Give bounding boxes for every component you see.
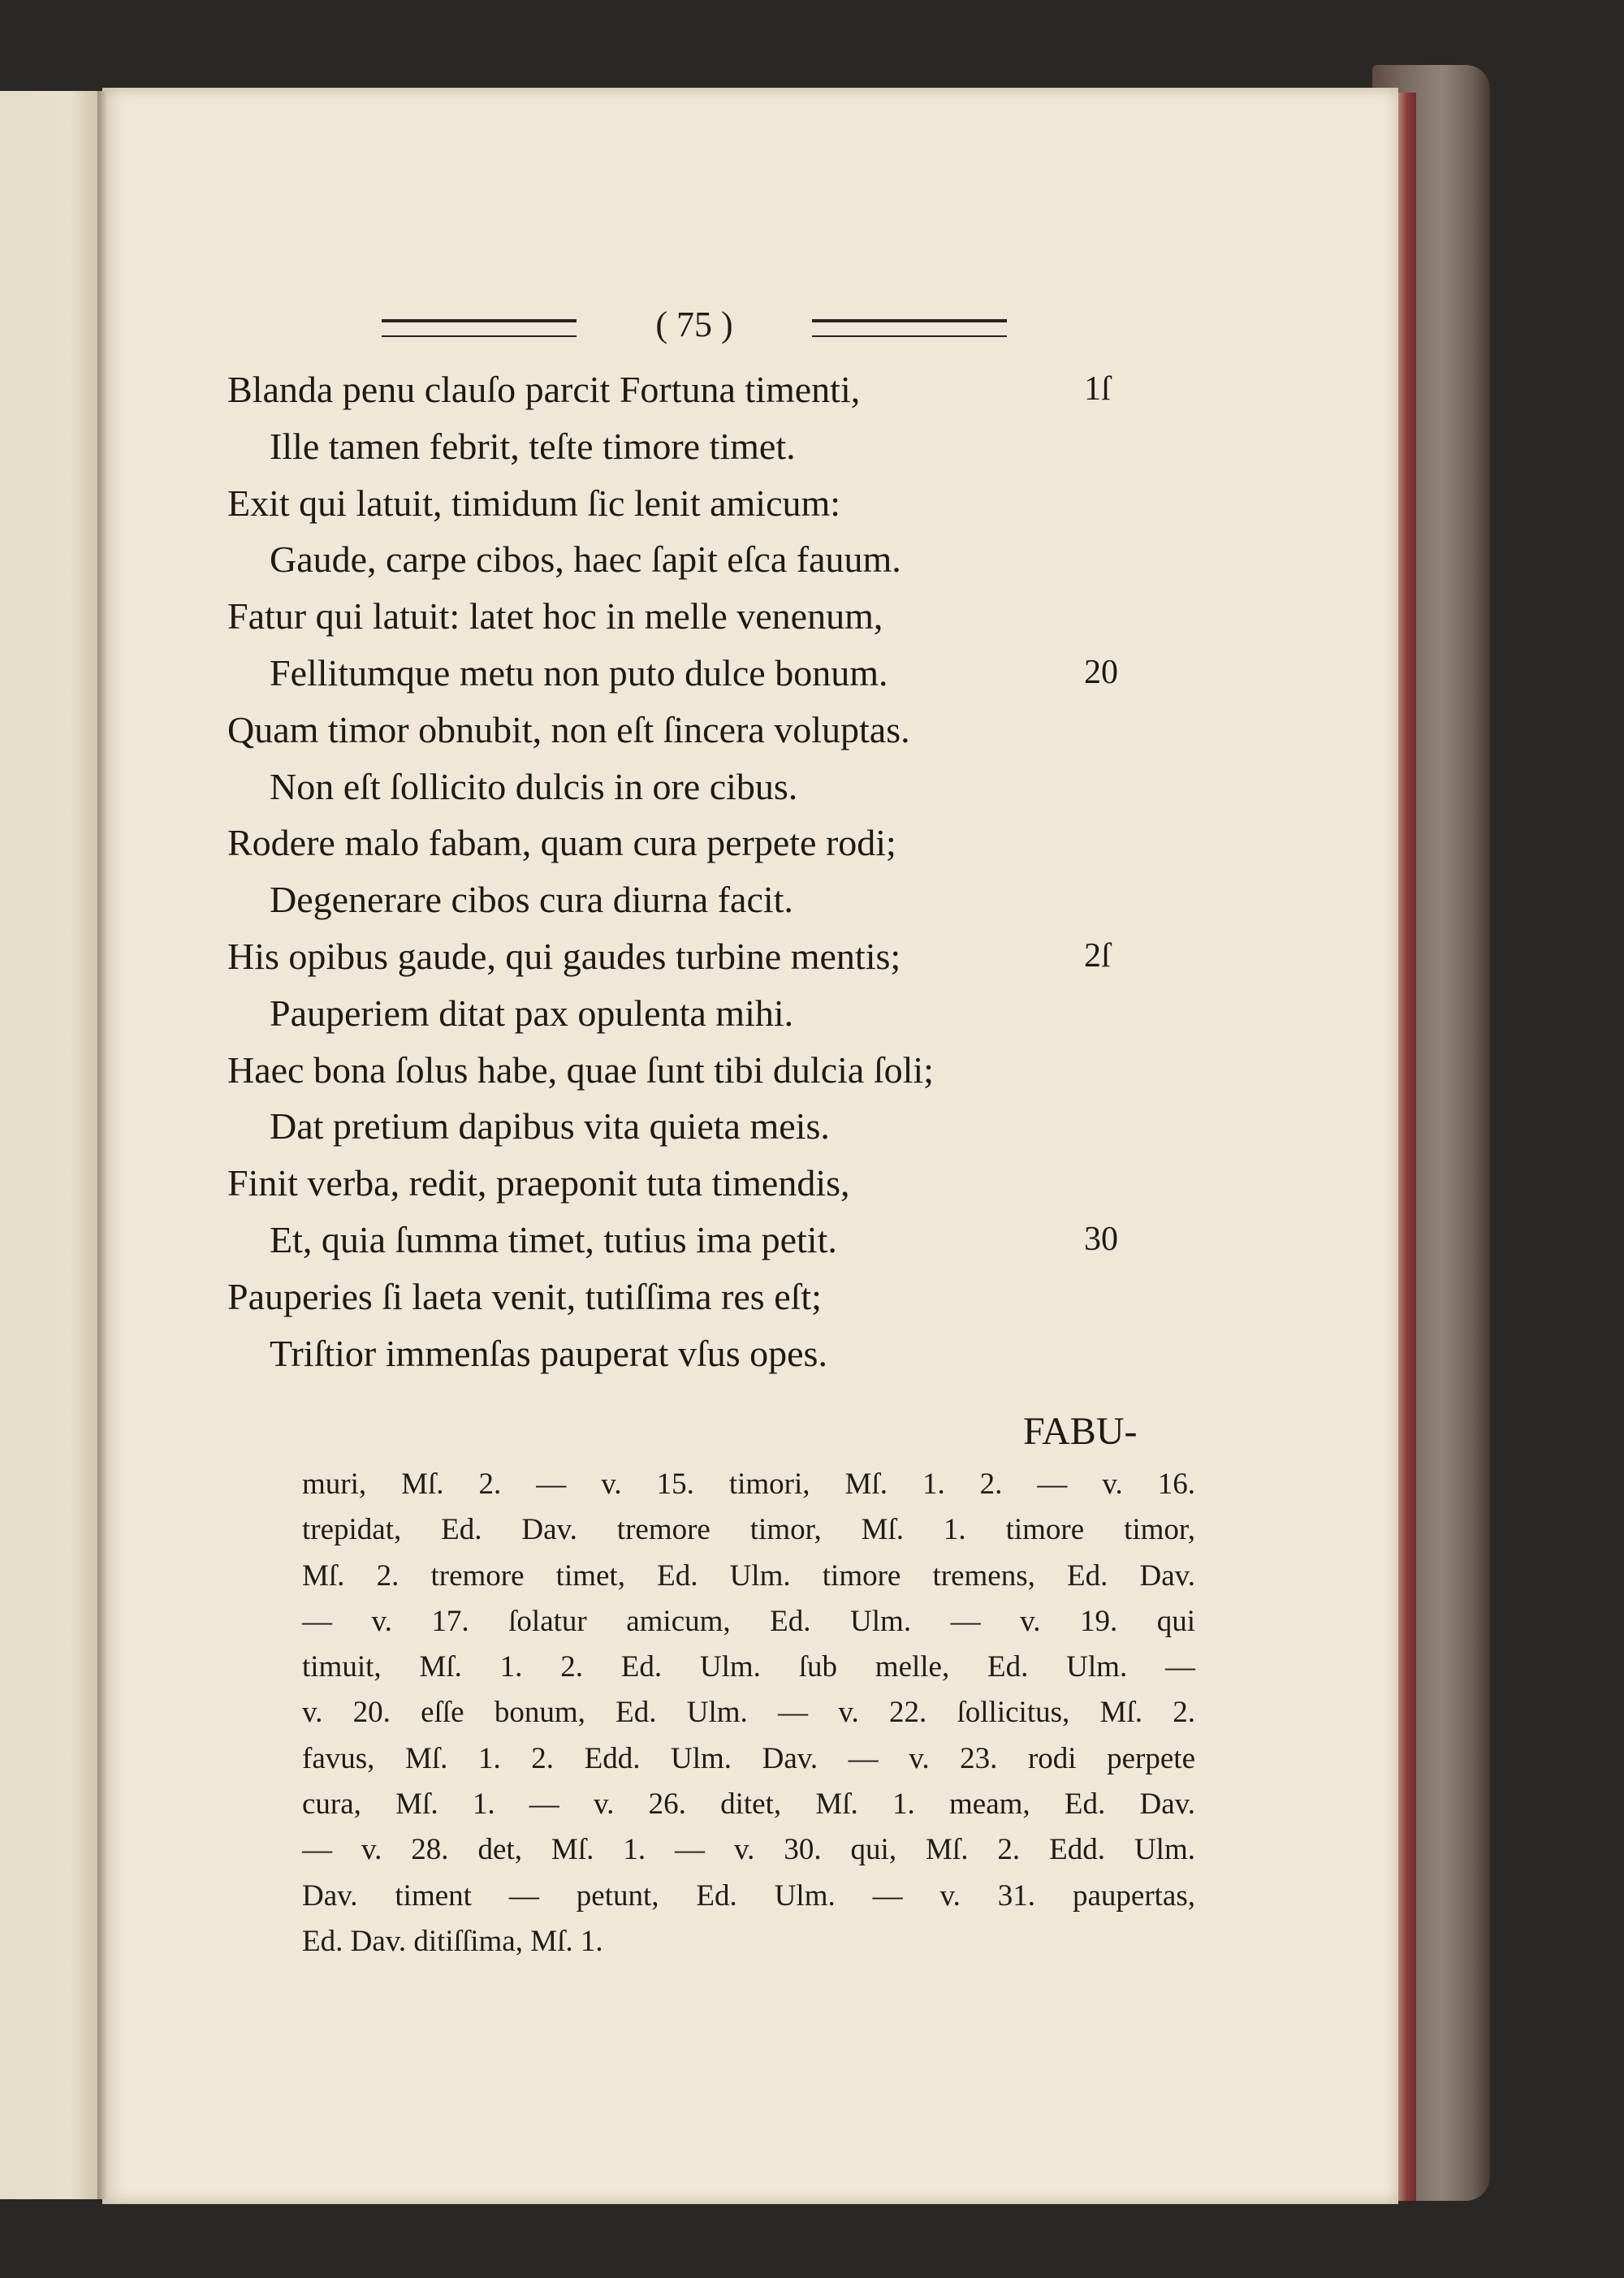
verse-line xyxy=(227,645,1218,702)
verse-text: Blanda penu clauſo parcit Fortuna timenti, xyxy=(227,369,861,410)
book-gutter xyxy=(97,91,107,2199)
verse-text: Dat pretium dapibus vita quieta meis. xyxy=(270,1105,830,1148)
line-number: 30 xyxy=(1084,1220,1118,1258)
footnote-line: cura, Mſ. 1. — v. 26. ditet, Mſ. 1. meam, Ed. Dav. xyxy=(302,1787,1195,1822)
verse-text: Fatur qui latuit: latet hoc in melle venenum, xyxy=(227,595,883,638)
verse-text: Finit verba, redit, praeponit tuta timendis, xyxy=(227,1162,850,1204)
verse-text: Exit qui latuit, timidum ſic lenit amicum: xyxy=(227,482,841,524)
line-number: 20 xyxy=(1084,653,1118,691)
footnote-line: v. 20. eſſe bonum, Ed. Ulm. — v. 22. ſollicitus, Mſ. 2. xyxy=(302,1696,1195,1730)
catchword: FABU- xyxy=(1023,1410,1138,1453)
verse-text: Ille tamen febrit, teſte timore timet. xyxy=(270,425,796,467)
verse-line xyxy=(227,361,1218,418)
verse-text: His opibus gaude, qui gaudes turbine mentis; xyxy=(227,935,901,977)
verse-text: Et, quia ſumma timet, tutius ima petit. xyxy=(270,1218,837,1260)
footnote-line: Dav. timent — petunt, Ed. Ulm. — v. 31. paupertas, xyxy=(302,1878,1195,1913)
verse-block xyxy=(227,361,1218,1381)
verse-line xyxy=(227,1098,1218,1155)
verse-text: Fellitumque metu non puto dulce bonum. xyxy=(270,651,888,694)
verse-line xyxy=(227,815,1218,871)
verse-line xyxy=(227,928,1218,985)
footnote-line: trepidat, Ed. Dav. tremore timor, Mſ. 1. timore timor, xyxy=(302,1513,1195,1547)
footnote-line: muri, Mſ. 2. — v. 15. timori, Mſ. 1. 2. — v. 16. xyxy=(302,1468,1195,1501)
verse-line xyxy=(227,1269,1218,1325)
verse-line xyxy=(227,1325,1218,1382)
verse-line xyxy=(227,1155,1218,1212)
verse-line xyxy=(227,588,1218,645)
verse-text: Quam timor obnubit, non eſt ſincera voluptas. xyxy=(227,708,910,750)
verse-text: Non eſt ſollicito dulcis in ore cibus. xyxy=(270,765,798,807)
verse-text: Gaude, carpe cibos, haec ſapit eſca fauum. xyxy=(270,538,901,581)
verse-text: Rodere malo fabam, quam cura perpete rodi; xyxy=(227,822,896,864)
footnote-line: Ed. Dav. ditiſſima, Mſ. 1. xyxy=(302,1924,603,1958)
line-number: 1ſ xyxy=(1084,370,1111,408)
verse-text: Haec bona ſolus habe, quae ſunt tibi dulcia ſoli; xyxy=(227,1048,934,1091)
footnote-line: Mſ. 2. tremore timet, Ed. Ulm. timore tremens, Ed. Dav. xyxy=(302,1558,1195,1593)
footnote-line: — v. 17. ſolatur amicum, Ed. Ulm. — v. 19. qui xyxy=(302,1604,1195,1638)
footnotes xyxy=(302,1462,1195,1965)
verse-text: Pauperies ſi laeta venit, tutiſſima res eſt; xyxy=(227,1275,822,1317)
verse-text: Triſtior immenſas pauperat vſus opes. xyxy=(270,1332,827,1374)
verse-line xyxy=(227,531,1218,588)
facing-page xyxy=(0,91,107,2199)
line-number: 2ſ xyxy=(1084,936,1111,975)
footnote-line: timuit, Mſ. 1. 2. Ed. Ulm. ſub melle, Ed. Ulm. — xyxy=(302,1650,1195,1684)
verse-line xyxy=(227,1042,1218,1099)
verse-line xyxy=(227,1212,1218,1269)
verse-line xyxy=(227,475,1218,532)
verse-text: Degenerare cibos cura diurna facit. xyxy=(270,879,793,921)
verse-line xyxy=(227,418,1218,475)
header-rule-left xyxy=(382,319,577,337)
page-header xyxy=(382,296,1007,353)
verse-line xyxy=(227,985,1218,1042)
page-number: ( 75 ) xyxy=(655,305,733,344)
footnote-line: favus, Mſ. 1. 2. Edd. Ulm. Dav. — v. 23. rodi perpete xyxy=(302,1741,1195,1775)
verse-line xyxy=(227,871,1218,928)
header-rule-right xyxy=(812,319,1007,337)
verse-line xyxy=(227,759,1218,815)
verse-line xyxy=(227,702,1218,759)
footnote-line: — v. 28. det, Mſ. 1. — v. 30. qui, Mſ. 2. Edd. Ulm. xyxy=(302,1833,1195,1867)
verse-text: Pauperiem ditat pax opulenta mihi. xyxy=(270,992,794,1034)
